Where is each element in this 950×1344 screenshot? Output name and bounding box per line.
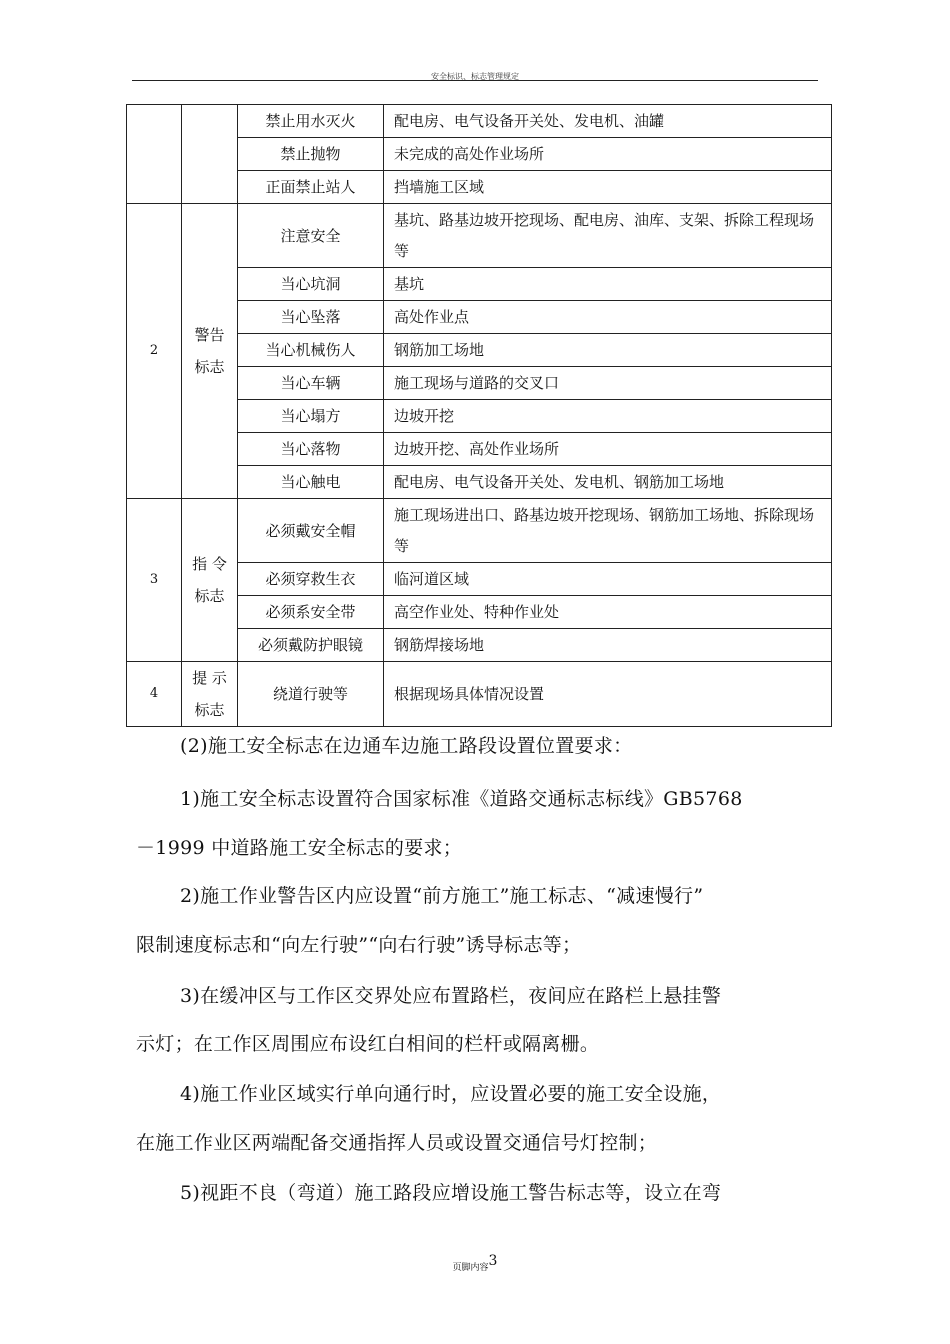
sign-name: 当心落物 xyxy=(238,433,384,466)
paragraph-line: 在施工作业区两端配备交通指挥人员或设置交通信号灯控制； xyxy=(136,1132,658,1154)
sign-place: 配电房、电气设备开关处、发电机、油罐 xyxy=(384,105,832,138)
header-rule xyxy=(132,80,818,81)
group-category xyxy=(182,499,238,662)
group-category xyxy=(182,662,238,727)
group-category xyxy=(182,204,238,499)
paragraph-line: 5)视距不良（弯道）施工路段应增设施工警告标志等，设立在弯 xyxy=(180,1182,722,1204)
sign-place: 钢筋焊接场地 xyxy=(384,629,832,662)
sign-place: 高处作业点 xyxy=(384,301,832,334)
category-line-1: 提 示 xyxy=(192,669,227,687)
sign-name: 当心触电 xyxy=(238,466,384,499)
group-number: 3 xyxy=(127,499,182,662)
sign-place: 基坑 xyxy=(384,268,832,301)
table-row xyxy=(127,662,832,727)
paragraph-line: 2)施工作业警告区内应设置“前方施工”施工标志、“减速慢行” xyxy=(180,885,704,907)
sign-place: 施工现场进出口、路基边坡开挖现场、钢筋加工场地、拆除现场等 xyxy=(384,499,832,563)
page-footer xyxy=(0,1253,950,1274)
sign-place: 挡墙施工区域 xyxy=(384,171,832,204)
paragraph-line: 示灯；在工作区周围应布设红白相间的栏杆或隔离栅。 xyxy=(136,1033,600,1055)
category-line-1: 警告 xyxy=(194,326,225,344)
paragraph-line: －1999 中道路施工安全标志的要求； xyxy=(136,837,463,859)
sign-name: 当心坑洞 xyxy=(238,268,384,301)
group-number: 2 xyxy=(127,204,182,499)
table-row xyxy=(127,204,832,268)
section-heading: (2)施工安全标志在边通车边施工路段设置位置要求： xyxy=(180,735,633,757)
sign-name: 当心车辆 xyxy=(238,367,384,400)
category-line-1: 指 令 xyxy=(192,555,227,573)
paragraph-line: 4)施工作业区域实行单向通行时，应设置必要的施工安全设施， xyxy=(180,1083,722,1105)
safety-sign-table xyxy=(126,104,832,727)
sign-name: 当心坠落 xyxy=(238,301,384,334)
sign-name: 当心机械伤人 xyxy=(238,334,384,367)
sign-place: 未完成的高处作业场所 xyxy=(384,138,832,171)
category-line-2: 标志 xyxy=(194,701,225,719)
sign-name: 必须系安全带 xyxy=(238,596,384,629)
sign-place: 边坡开挖 xyxy=(384,400,832,433)
sign-place: 基坑、路基边坡开挖现场、配电房、油库、支架、拆除工程现场等 xyxy=(384,204,832,268)
sign-place: 临河道区域 xyxy=(384,563,832,596)
table-row xyxy=(127,105,832,138)
page-number: 3 xyxy=(488,1253,498,1269)
sign-name: 绕道行驶等 xyxy=(238,662,384,727)
sign-place: 边坡开挖、高处作业场所 xyxy=(384,433,832,466)
sign-name: 禁止用水灭火 xyxy=(238,105,384,138)
group-number-cell xyxy=(127,105,182,204)
sign-place: 根据现场具体情况设置 xyxy=(384,662,832,727)
sign-name: 注意安全 xyxy=(238,204,384,268)
paragraph-line: 3)在缓冲区与工作区交界处应布置路栏，夜间应在路栏上悬挂警 xyxy=(180,985,722,1007)
paragraph-line: 限制速度标志和“向左行驶”“向右行驶”诱导标志等； xyxy=(136,934,582,956)
sign-name: 当心塌方 xyxy=(238,400,384,433)
footer-label: 页脚内容 xyxy=(452,1263,489,1273)
group-category-cell xyxy=(182,105,238,204)
sign-name: 正面禁止站人 xyxy=(238,171,384,204)
sign-place: 配电房、电气设备开关处、发电机、钢筋加工场地 xyxy=(384,466,832,499)
table-row xyxy=(127,499,832,563)
sign-name: 必须戴安全帽 xyxy=(238,499,384,563)
sign-name: 必须穿救生衣 xyxy=(238,563,384,596)
category-line-2: 标志 xyxy=(194,587,225,605)
sign-place: 钢筋加工场地 xyxy=(384,334,832,367)
sign-name: 必须戴防护眼镜 xyxy=(238,629,384,662)
sign-place: 施工现场与道路的交叉口 xyxy=(384,367,832,400)
running-header: 安全标识、标志管理规定 xyxy=(431,72,519,81)
group-number: 4 xyxy=(127,662,182,727)
sign-name: 禁止抛物 xyxy=(238,138,384,171)
category-line-2: 标志 xyxy=(194,358,225,376)
sign-place: 高空作业处、特种作业处 xyxy=(384,596,832,629)
paragraph-line: 1)施工安全标志设置符合国家标准《道路交通标志标线》GB5768 xyxy=(180,788,743,810)
